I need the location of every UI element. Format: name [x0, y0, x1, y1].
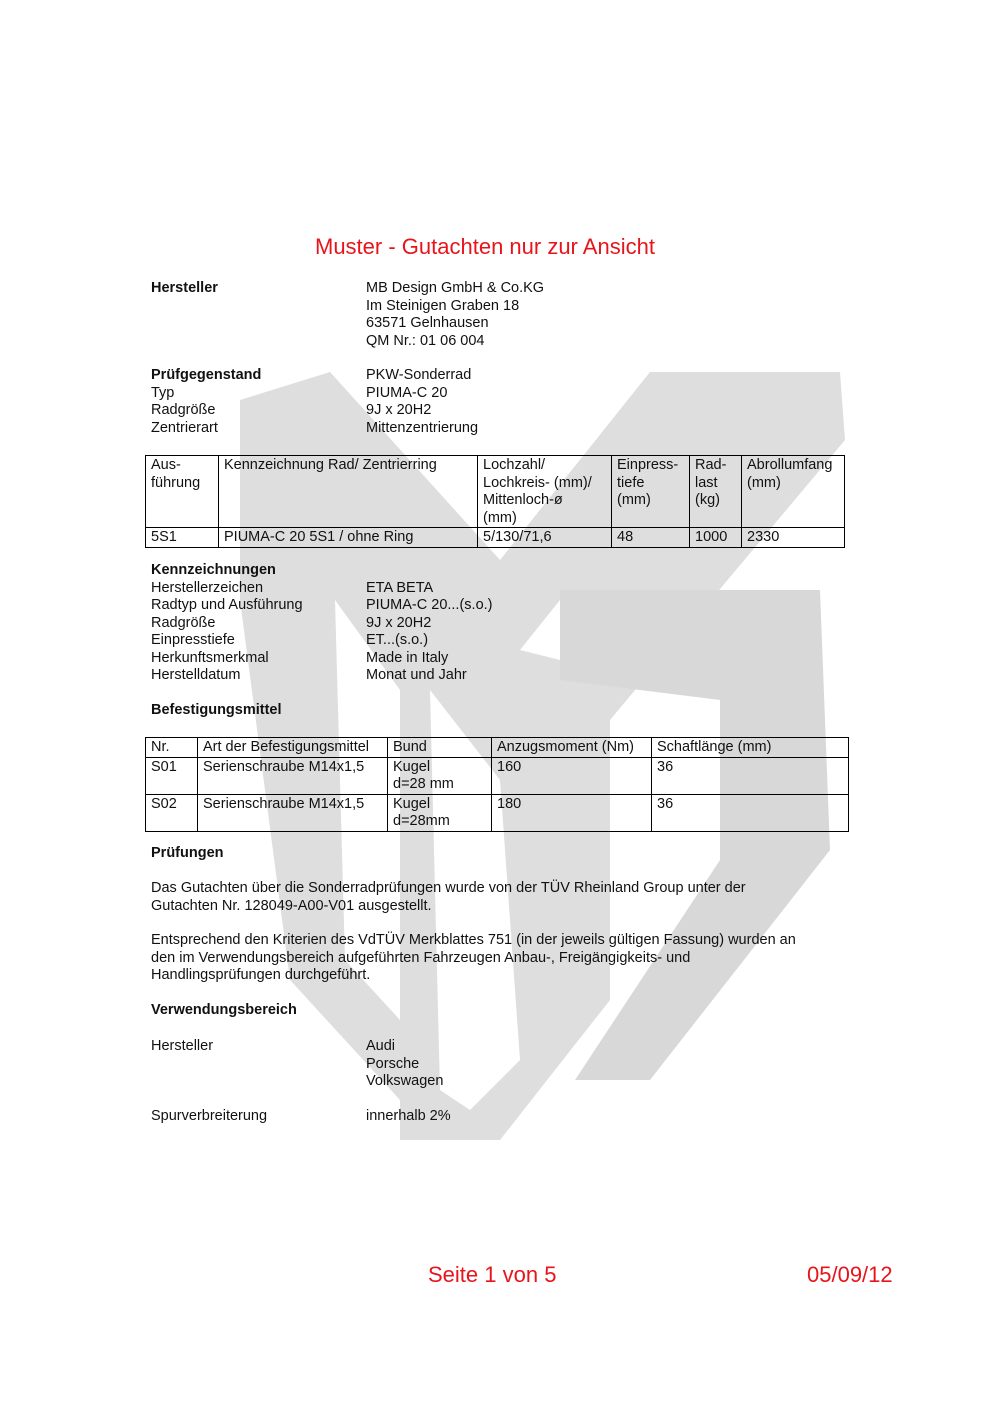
pruef-value: PIUMA-C 20: [366, 384, 448, 401]
header-cell: [146, 456, 219, 528]
pruefgegenstand-heading: Prüfgegenstand: [151, 367, 262, 383]
bolt-table: [145, 737, 849, 832]
kenn-label: Herkunftsmerkmal: [151, 649, 269, 666]
kenn-value: ETA BETA: [366, 579, 434, 596]
page-number: Seite 1 von 5: [428, 1262, 557, 1287]
header-text: Mittenloch-ø: [483, 492, 563, 508]
table-cell: 36: [652, 794, 849, 831]
header-cell: Schaftlänge (mm): [652, 738, 849, 758]
header-cell: [690, 456, 742, 528]
pruef-value: Mittenzentrierung: [366, 419, 479, 436]
header-text: (mm): [483, 509, 517, 526]
table-cell: Serienschraube M14x1,5: [198, 794, 388, 831]
kennzeichnungen-heading: Kennzeichnungen: [151, 562, 276, 578]
spurverbreiterung-label: Spurverbreiterung: [151, 1108, 268, 1124]
header-text: Aus-: [151, 457, 181, 473]
header-cell: Bund: [388, 738, 492, 758]
pruef-label: Radgröße: [151, 402, 216, 418]
hersteller-line: 63571 Gelnhausen: [366, 315, 489, 331]
table-cell: PIUMA-C 20 5S1 / ohne Ring: [219, 528, 478, 548]
kenn-value: ET...(s.o.): [366, 632, 429, 648]
table-cell: 48: [612, 528, 690, 548]
hersteller-line: MB Design GmbH & Co.KG: [366, 280, 545, 296]
pruefungen-heading: Prüfungen: [151, 845, 224, 861]
bund-line: d=28 mm: [393, 776, 454, 792]
kenn-value: Monat und Jahr: [366, 667, 467, 683]
header-cell: Anzugsmoment (Nm): [492, 738, 652, 758]
header-text: (mm): [747, 474, 781, 491]
header-cell: Nr.: [146, 738, 198, 758]
table-cell: 5/130/71,6: [478, 528, 612, 548]
manufacturer-item: Porsche: [366, 1055, 420, 1072]
bund-line: Kugel: [393, 795, 431, 812]
header-text: führung: [151, 474, 201, 491]
paragraph-line: Entsprechend den Kriterien des VdTÜV Merkblattes 751 (in der jeweils gültigen Fassung) wurden an: [151, 932, 796, 948]
paragraph-line: Das Gutachten über die Sonderradprüfungen wurde von der TÜV Rheinland Group unter der: [151, 880, 746, 896]
header-text: Abrollumfang: [747, 457, 833, 473]
pruef-value: 9J x 20H2: [366, 402, 432, 418]
kenn-value: Made in Italy: [366, 649, 449, 666]
kenn-label: Radgröße: [151, 614, 216, 631]
table-cell: [388, 757, 492, 794]
pruef-label: Zentrierart: [151, 419, 218, 436]
paragraph-line: Gutachten Nr. 128049-A00-V01 ausgestellt.: [151, 897, 432, 914]
document-title: Muster - Gutachten nur zur Ansicht: [315, 234, 655, 259]
table-cell: 180: [492, 794, 652, 831]
table-cell: 1000: [690, 528, 742, 548]
befestigung-heading: Befestigungsmittel: [151, 702, 282, 718]
hersteller-line: QM Nr.: 01 06 004: [366, 332, 485, 349]
header-text: Einpress-: [617, 457, 679, 473]
pruefgegenstand-values: [366, 367, 478, 437]
bund-line: Kugel: [393, 758, 431, 775]
pruef-heading-value: PKW-Sonderrad: [366, 367, 472, 383]
table-header-row: [146, 456, 845, 528]
header-cell: [478, 456, 612, 528]
header-cell: [742, 456, 845, 528]
header-text: tiefe: [617, 474, 645, 491]
table-row: [146, 528, 845, 548]
header-text: Lochzahl/: [483, 457, 546, 473]
pruef-label: Typ: [151, 384, 175, 401]
pruefgegenstand-labels: [151, 367, 261, 437]
pruefungen-paragraph-1: [151, 880, 746, 915]
kennzeichnungen-values: [366, 580, 493, 685]
header-text: Kennzeichnung Rad/ Zentrierring: [224, 457, 437, 473]
table-cell: Serienschraube M14x1,5: [198, 757, 388, 794]
spurverbreiterung-value: innerhalb 2%: [366, 1108, 451, 1124]
hersteller-line: Im Steinigen Graben 18: [366, 297, 520, 314]
verwendung-heading: Verwendungsbereich: [151, 1002, 297, 1018]
manufacturer-item: Audi: [366, 1038, 396, 1054]
header-cell: [612, 456, 690, 528]
table-cell: 2330: [742, 528, 845, 548]
hersteller-address: [366, 280, 544, 350]
table-cell: 36: [652, 757, 849, 794]
table-cell: 5S1: [146, 528, 219, 548]
header-text: (kg): [695, 492, 720, 508]
paragraph-line: den im Verwendungsbereich aufgeführten Fahrzeugen Anbau-, Freigängigkeits- und: [151, 949, 691, 966]
header-text: Lochkreis- (mm)/: [483, 474, 592, 491]
bund-line: d=28mm: [393, 813, 450, 829]
kennzeichnungen-labels: [151, 562, 303, 685]
kenn-label: Einpresstiefe: [151, 632, 235, 648]
table-row: [146, 757, 849, 794]
table-cell: S02: [146, 794, 198, 831]
pruefungen-paragraph-2: [151, 932, 796, 985]
table-cell: [388, 794, 492, 831]
manufacturer-item: Volkswagen: [366, 1073, 444, 1089]
header-cell: Art der Befestigungsmittel: [198, 738, 388, 758]
table-row: [146, 794, 849, 831]
wheel-table: [145, 455, 845, 548]
table-cell: 160: [492, 757, 652, 794]
kenn-label: Herstellerzeichen: [151, 579, 264, 596]
header-text: (mm): [617, 492, 651, 508]
table-header-row: [146, 738, 849, 758]
kenn-value: PIUMA-C 20...(s.o.): [366, 597, 493, 613]
kenn-label: Herstelldatum: [151, 667, 241, 683]
header-cell: [219, 456, 478, 528]
verwendung-hersteller-label: Hersteller: [151, 1038, 214, 1054]
table-cell: S01: [146, 757, 198, 794]
kenn-label: Radtyp und Ausführung: [151, 597, 303, 613]
header-text: last: [695, 474, 718, 491]
verwendung-hersteller-list: [366, 1038, 443, 1091]
kenn-value: 9J x 20H2: [366, 614, 432, 631]
paragraph-line: Handlingsprüfungen durchgeführt.: [151, 967, 371, 983]
footer-date: 05/09/12: [807, 1262, 893, 1287]
hersteller-label: Hersteller: [151, 280, 218, 296]
header-text: Rad-: [695, 457, 727, 473]
